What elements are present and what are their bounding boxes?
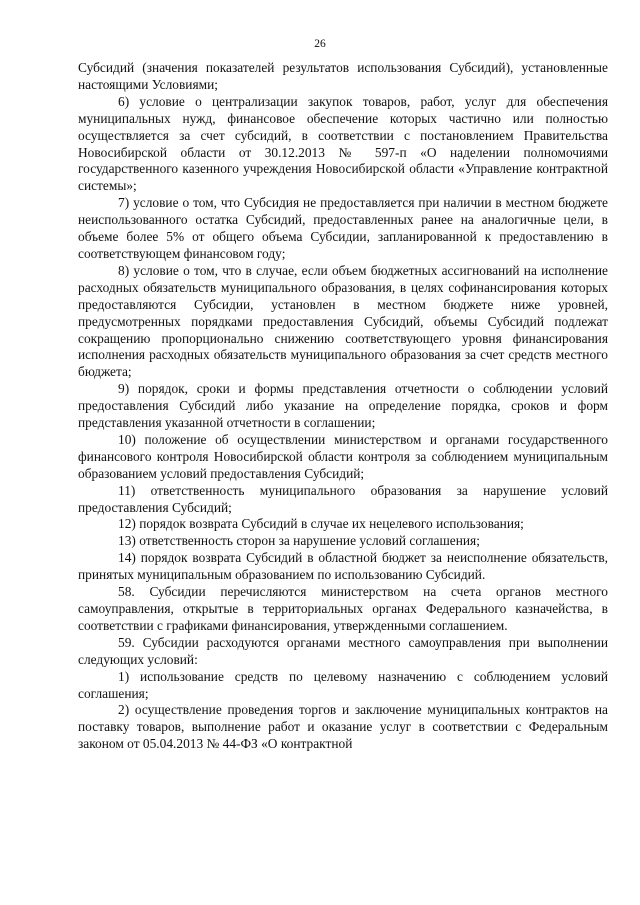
paragraph: 9) порядок, сроки и формы представления отчетности о соблюдении условий предоставления Субсидий либо указание на определение порядка, сроков и форм представления указанной отчетности в соглашении; xyxy=(78,381,608,431)
paragraph: 1) использование средств по целевому назначению с соблюдением условий соглашения; xyxy=(78,668,608,701)
paragraph: 14) порядок возврата Субсидий в областной бюджет за неисполнение обязательств, принятых муниципальным образованием по использованию Субсидий. xyxy=(78,550,608,583)
paragraph: 8) условие о том, что в случае, если объем бюджетных ассигнований на исполнение расходных обязательств муниципального образования, в целях софинансирования которых предоставляются Субсидии, установлен в местном бюджете ниже уровней, предусмотренных порядками предоставления Субсидий, объемы Субсидий подлежат сокращению пропорционально снижению соответствующего уровня финансирования исполнения расходных обязательств муниципального образования за счет средств местного бюджета; xyxy=(78,262,608,380)
paragraph: 2) осуществление проведения торгов и заключение муниципальных контрактов на поставку товаров, выполнение работ и оказание услуг в соответствии с Федеральным законом от 05.04.2013 № 44-ФЗ «О контрактной xyxy=(78,702,608,752)
paragraph: Субсидий (значения показателей результатов использования Субсидий), установленные настоящими Условиями; xyxy=(78,60,608,92)
document-body xyxy=(78,60,608,753)
page-number: 26 xyxy=(314,38,326,50)
paragraph: 12) порядок возврата Субсидий в случае их нецелевого использования; xyxy=(118,516,524,532)
paragraph: 11) ответственность муниципального образования за нарушение условий предоставления Субсидий; xyxy=(78,482,608,515)
paragraph: 59. Субсидии расходуются органами местного самоуправления при выполнении следующих условий: xyxy=(78,634,608,667)
paragraph: 6) условие о централизации закупок товаров, работ, услуг для обеспечения муниципальных нужд, финансовое обеспечение которых частично или полностью осуществляется за счет субсидий, в соответствии с постановлением Правительства Новосибирской области от 30.12.2013 № 597-п «О наделении полномочиями государственного казенного учреждения Новосибирской области «Управление контрактной системы»; xyxy=(78,93,608,194)
paragraph: 58. Субсидии перечисляются министерством на счета органов местного самоуправления, открытые в территориальных органах Федерального казначейства, в соответствии с графиками финансирования, утвержденными соглашением. xyxy=(78,584,608,633)
paragraph: 7) условие о том, что Субсидия не предоставляется при наличии в местном бюджете неиспользованного остатка Субсидий, предоставленных ранее на аналогичные цели, в объеме более 5% от общего объема Субсидии, запланированной к предоставлению в соответствующем финансовом году; xyxy=(78,195,608,261)
paragraph: 13) ответственность сторон за нарушение условий соглашения; xyxy=(118,533,480,549)
paragraph: 10) положение об осуществлении министерством и органами государственного финансового контроля Новосибирской области контроля за соблюдением муниципальным образованием условий предоставления Субсидий; xyxy=(78,431,608,481)
